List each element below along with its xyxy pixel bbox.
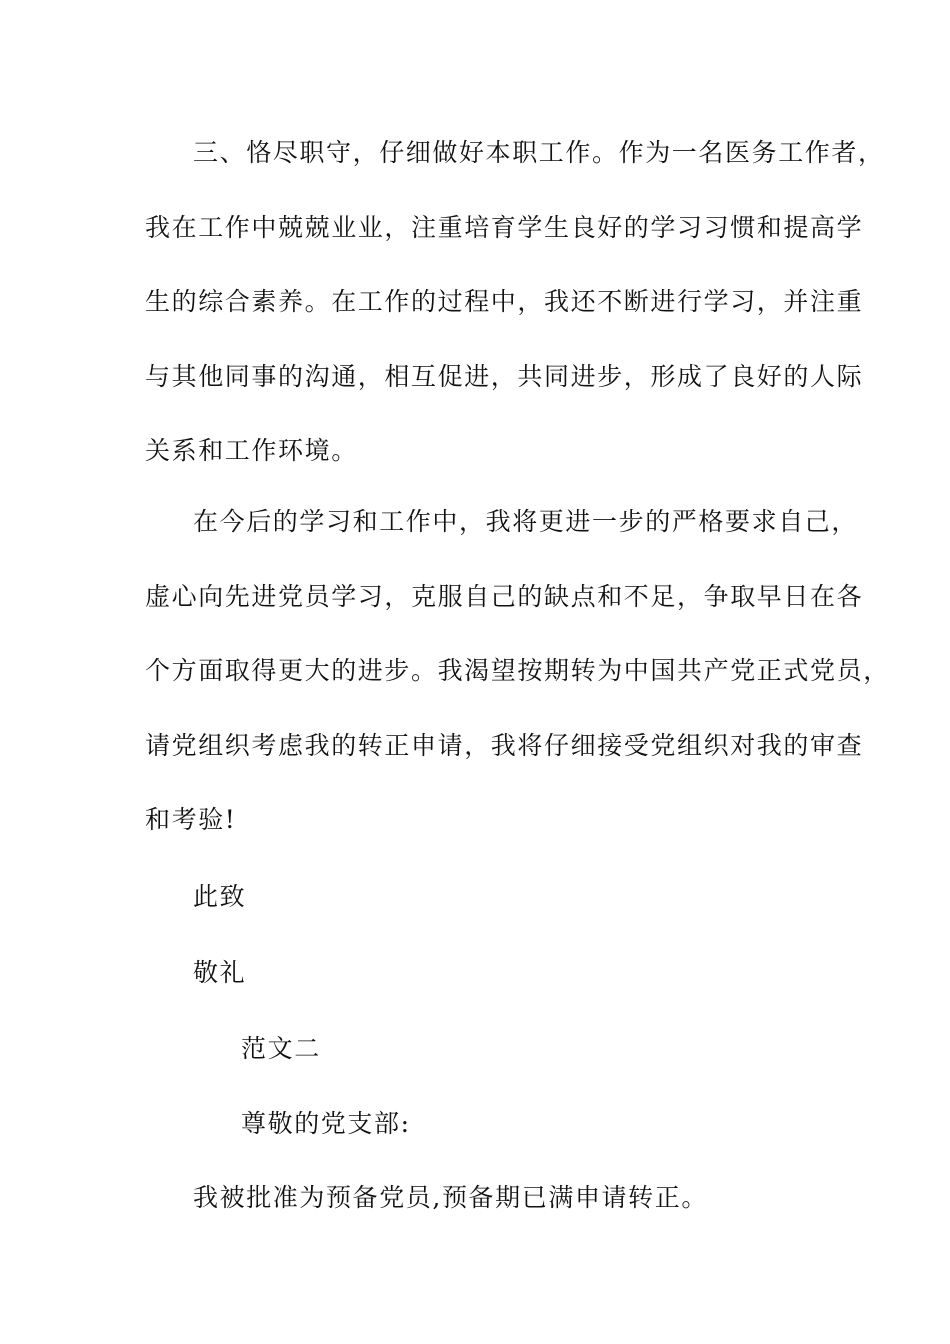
paragraph-line: 虚心向先进党员学习，克服自己的缺点和不足，争取早日在各 [145, 581, 864, 611]
paragraph-future [145, 485, 890, 858]
paragraph-line: 三、恪尽职守，仔细做好本职工作。作为一名医务工作者， [193, 138, 885, 167]
paragraph-line: 关系和工作环境。 [145, 436, 358, 465]
paragraph-line: 和考验! [145, 805, 237, 834]
section-title: 范文二 [241, 1034, 321, 1063]
paragraph-line: 生的综合素养。在工作的过程中，我还不断进行学习，并注重 [145, 287, 864, 316]
paragraph-line: 在今后的学习和工作中，我将更进一步的严格要求自己， [193, 507, 859, 536]
closing-jing-li: 敬礼 [193, 958, 247, 987]
closing-ci-zhi: 此致 [193, 882, 247, 911]
final-line: 我被批准为预备党员,预备期已满申请转正。 [193, 1183, 708, 1212]
paragraph-line: 与其他同事的沟通，相互促进，共同进步，形成了良好的人际 [145, 361, 864, 391]
salutation: 尊敬的党支部: [241, 1109, 411, 1138]
paragraph-line: 个方面取得更大的进步。我渴望按期转为中国共产党正式党员， [145, 656, 890, 685]
paragraph-line: 请党组织考虑我的转正申请，我将仔细接受党组织对我的审查 [145, 730, 864, 760]
paragraph-duties [145, 116, 885, 489]
paragraph-line: 我在工作中兢兢业业，注重培育学生良好的学习习惯和提高学 [145, 212, 864, 242]
